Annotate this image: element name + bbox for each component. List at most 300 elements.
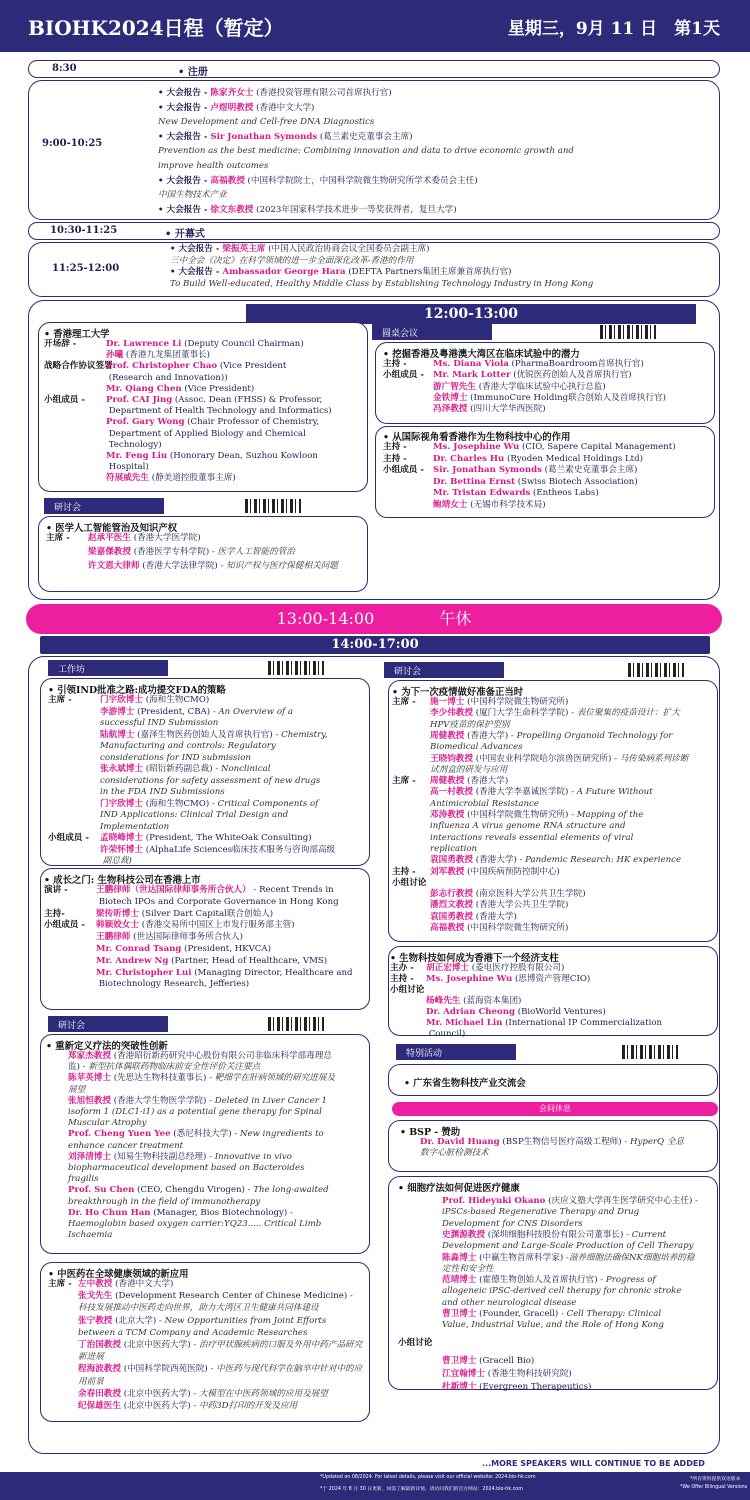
talk-title: and other neurological disease [442, 1297, 577, 1308]
session-time: 8:30 [52, 63, 77, 74]
schedule-line [392, 708, 680, 719]
talk-title: - New ingredients to [231, 1129, 324, 1140]
schedule-line [44, 429, 306, 440]
speaker-affiliation: (知易生物科技副总经理) [110, 1151, 207, 1162]
schedule-line [68, 1129, 324, 1140]
speaker-name: 胡正宏博士 [426, 963, 469, 973]
speaker-affiliation: (Swiss Biotech Association) [515, 476, 638, 487]
speaker-name: Ambassador George Hara [222, 267, 346, 277]
talk-title: 定性和安全性 [442, 1263, 494, 1274]
schedule-line [68, 1118, 147, 1129]
speaker-name: Dr. Ho Chun Han [68, 1207, 151, 1218]
speaker-role: 主席 - [48, 1279, 72, 1289]
speaker-affiliation: (先思达生物科技董事长) [110, 1073, 207, 1084]
talk-title: - 表位聚集的疫苗设计：扩大 [568, 708, 680, 719]
session-label: • 注册 [178, 67, 208, 78]
speaker-name: 鲍靖女士 [433, 500, 468, 510]
schedule-line [46, 547, 295, 558]
talk-title: - 医学人工智能的管治 [209, 547, 295, 557]
talk-title: Muscular Atrophy [68, 1118, 147, 1129]
tag-seminar: 研讨会 [44, 498, 164, 514]
speaker-name: Prof. Cheng Yuen Yee [68, 1129, 171, 1140]
speaker-affiliation: (葛兰素史克董事会主席) [541, 465, 638, 476]
schedule-line [383, 359, 644, 370]
schedule-line [442, 1219, 583, 1230]
talk-title: replication [430, 843, 478, 854]
talk-title: 数字心脏检测技术 [420, 1148, 489, 1158]
talk-title: isoform 1 (DLC1-i1) as a potential gene therapy for Spinal [68, 1107, 322, 1117]
schedule-line [392, 889, 586, 900]
schedule-line [392, 923, 568, 934]
talk-title: - Pandemic Research: HK experience [516, 855, 682, 866]
speaker-affiliation: (香港大学法律学院) [139, 561, 218, 571]
speaker-affiliation: (中国科学院院士，中国科学院微生物研究所学术委员会主任) [244, 175, 478, 186]
schedule-line [68, 1141, 183, 1152]
keynote-label: • 大会报告 - [158, 131, 211, 142]
talk-title: interactions reveals essential elements of viral [430, 832, 634, 843]
schedule-line [158, 146, 574, 157]
speaker-role: 演讲 - [44, 885, 68, 895]
session-registration [28, 60, 720, 78]
speaker-affiliation: (中国人民政治协商会议全国委员会副主席) [265, 244, 430, 254]
schedule-line [44, 956, 327, 967]
schedule-line [68, 1073, 335, 1084]
schedule-line [48, 707, 293, 718]
speaker-affiliation: (香港投资管理有限公司首席执行官) [253, 88, 392, 98]
schedule-line [392, 765, 507, 776]
speaker-affiliation: (香港大学临床试验中心执行总监) [475, 381, 606, 392]
speaker-name: 高福教授 [210, 175, 245, 186]
speaker-affiliation: (香港大学) [464, 730, 509, 741]
talk-title: iPSCs-based Regenerative Therapy and Drug [442, 1207, 640, 1218]
speaker-affiliation: (北京中医药大学) [120, 1340, 191, 1350]
talk-title: - An Overview of a [210, 706, 294, 717]
schedule-line [68, 1085, 85, 1096]
speaker-role: 小组讨论 [392, 877, 427, 888]
schedule-line [48, 1377, 104, 1388]
talk-title: 试剂盒的研发与应用 [430, 764, 508, 775]
speaker-name: Mr. Christopher Lui [96, 967, 192, 978]
panel-title: • 从国际视角看香港作为生物科技中心的作用 [383, 432, 571, 443]
schedule-line [383, 465, 637, 476]
panel-title: • 医学人工智能管治及知识产权 [46, 523, 178, 534]
schedule-line [48, 764, 270, 775]
schedule-line [158, 190, 227, 201]
talk-title: Antimicrobial Resistance [430, 798, 539, 809]
guangdong-title: • 广东省生物科技产业交流会 [404, 1078, 526, 1089]
schedule-line [68, 1174, 99, 1185]
schedule-line [68, 1219, 321, 1230]
speaker-role: 主持 - [383, 453, 407, 464]
schedule-line [442, 1298, 576, 1309]
schedule-line [392, 787, 653, 798]
speaker-affiliation: (Vice President) [181, 383, 255, 394]
schedule-line [44, 417, 319, 428]
speaker-name: 韩颖姣女士 [96, 920, 139, 931]
schedule-line [392, 697, 568, 708]
speaker-affiliation: (厦门大学生命科学学院) [472, 708, 569, 719]
schedule-line [390, 985, 426, 996]
speaker-name: Prof. CAI Jing [106, 395, 173, 405]
speaker-affiliation: (香港大学) [464, 776, 509, 787]
talk-title: enhance cancer treatment [68, 1140, 184, 1151]
talk-title: - 大模型在中医药领域的应用及展望 [190, 1388, 328, 1399]
speaker-affiliation: (DEFTA Partners集团主席兼首席执行官) [345, 267, 512, 277]
schedule-line [68, 1107, 322, 1118]
speaker-name: 许文恩大律师 [88, 561, 140, 571]
speaker-name: 左中教授 [78, 1279, 113, 1289]
speaker-affiliation: (中国农业科学院哈尔滨兽医研究所) [472, 753, 612, 764]
speaker-name: 丁治国教授 [78, 1340, 121, 1350]
speaker-role: 主席 - [46, 533, 70, 543]
talk-title: Biomedical Advances [430, 742, 523, 753]
talk-title: - [287, 1207, 293, 1218]
schedule-line [392, 900, 568, 911]
speaker-role: 小组成员 - [44, 395, 85, 405]
speaker-role: 主席 - [392, 697, 416, 707]
speaker-affiliation: (中国科学院微生物研究所) [464, 697, 569, 707]
footer-bar [0, 1472, 750, 1500]
schedule-line [383, 477, 638, 488]
speaker-role: 主持- [44, 908, 65, 919]
speaker-name: 王晓钧教授 [430, 753, 473, 764]
speaker-affiliation: (南京医科大学公共卫生学院) [472, 889, 586, 900]
speaker-affiliation: (四川大学华西医院) [467, 404, 546, 415]
talk-title: - The long-awaited [244, 1185, 329, 1196]
talk-title: allogeneic iPSC-derived cell therapy for chronic stroke [442, 1286, 682, 1297]
speaker-role: 小组成员 - [383, 370, 424, 381]
speaker-name: 周健教授 [430, 730, 465, 741]
speaker-affiliation: (世达国际律师事务所合伙人) [130, 932, 243, 943]
schedule-line [170, 244, 430, 255]
speaker-name: 杨峰先生 [426, 996, 461, 1006]
schedule-line [48, 1279, 173, 1290]
speaker-name: Ms. Josephine Wu [433, 442, 520, 452]
schedule-line [392, 720, 510, 731]
schedule-line [383, 370, 632, 381]
speaker-affiliation: (CIO, Sapere Capital Management) [519, 442, 676, 452]
speaker-affiliation: (PharmaBoardroom首席执行官) [508, 359, 644, 369]
speaker-name: 江宜翰博士 [442, 1368, 485, 1379]
keynote-label: • 大会报告 - [158, 175, 211, 186]
speaker-name: 梁传昕博士 [96, 908, 139, 919]
speaker-affiliation: (菱电医疗控股有限公司) [468, 963, 565, 973]
schedule-line [392, 799, 539, 810]
schedule-line [44, 932, 243, 943]
speaker-affiliation: (AlphaLife Sciences临床技术服务与咨询部高级 [142, 844, 336, 855]
speaker-affiliation: Biotech IPOs and Corporate Governance in Hong Kong [96, 896, 339, 907]
talk-title: 展望 [68, 1084, 86, 1095]
schedule-line [46, 533, 201, 544]
speaker-name: Prof. Christopher Chao [106, 361, 218, 372]
speaker-name: 刘军教授 [430, 866, 465, 877]
talk-title: - [347, 1291, 353, 1302]
speaker-affiliation: (Vice President [217, 361, 287, 372]
talk-title: - Innovative in vivo [206, 1151, 292, 1162]
schedule-line [383, 382, 606, 393]
speaker-name: Mr. Feng Liu [106, 451, 168, 461]
speaker-name: 金铁博士 [433, 392, 468, 403]
speaker-name: 曹卫博士 [442, 1355, 477, 1366]
talk-title: - 靶细学在肝病领域的研究进展及 [206, 1073, 336, 1084]
speaker-affiliation: (Evergreen Therapeutics) [476, 1381, 592, 1392]
schedule-line [48, 810, 288, 821]
speaker-affiliation: (President, CBA) [134, 706, 211, 717]
schedule-line [383, 404, 546, 415]
speaker-affiliation: (CEO, Chengdu Virogen) [134, 1185, 245, 1196]
schedule-line [442, 1369, 572, 1380]
talk-title: 三中全会《决定》在科学领域的进一步全面深化改革-香港的作用 [170, 255, 414, 266]
speaker-name: 游广智先生 [433, 381, 476, 392]
speaker-name: 范靖博士 [442, 1275, 477, 1286]
talk-title: - 治疗甲状腺疾病的口服及外用中药产品研究 [190, 1340, 363, 1350]
schedule-line [44, 897, 339, 908]
session-label: • 开幕式 [165, 229, 205, 240]
speaker-name: 张永斌博士 [100, 764, 143, 774]
schedule-line [170, 279, 593, 290]
speaker-affiliation: (Founder, Gracell) [476, 1309, 559, 1319]
talk-title: 副总裁) [100, 856, 132, 866]
schedule-line [48, 695, 209, 706]
speaker-name: Dr. Lawrence Li [106, 339, 182, 349]
speaker-affiliation: (霍德生物创始人及首席执行官) [476, 1275, 598, 1286]
speaker-affiliation: (香港交易所中国区上市发行服务部主管) [138, 920, 295, 931]
speaker-affiliation: (Honorary Dean, Suzhou Kowloon [167, 451, 318, 461]
talk-title: influenza A virus genome RNA structure and [430, 821, 626, 832]
schedule-line [392, 731, 672, 742]
speaker-name: 徐文东教授 [210, 204, 254, 215]
session-opening [28, 222, 720, 240]
speaker-role: 小组成员 - [383, 465, 424, 476]
schedule-line [44, 462, 149, 473]
talk-title: in the FDA IND Submissions [100, 787, 225, 797]
talk-title: Ischaemia [68, 1230, 113, 1241]
talk-title: -滋养细胞法确保NK细胞培养的稳 [563, 1252, 695, 1263]
speaker-affiliation: Council) [426, 1029, 466, 1039]
speaker-affiliation: (Deputy Council Chairman) [181, 339, 304, 349]
schedule-line [158, 103, 314, 114]
schedule-line [48, 799, 318, 810]
schedule-line [44, 909, 273, 920]
schedule-line [390, 974, 590, 985]
speaker-role: 主席 - [392, 776, 416, 787]
schedule-line [68, 1197, 260, 1208]
lunch-label: 午休 [439, 609, 472, 628]
speaker-name: 张旭恒教授 [68, 1095, 111, 1106]
speaker-affiliation: (Chair Professor of Chemistry, [184, 417, 320, 428]
talk-title: 科技发展推动中医药走向世界，助力大湾区卫生健康共同体建设 [78, 1303, 319, 1314]
schedule-line [392, 810, 643, 821]
header-bar [0, 0, 750, 52]
speaker-affiliation: (昭衍新药副总裁) [142, 764, 213, 774]
speaker-name: 张戈先生 [78, 1291, 113, 1302]
schedule-line [158, 88, 392, 99]
speaker-name: 李游博士 [100, 706, 135, 717]
schedule-line [48, 1303, 319, 1314]
schedule-line [383, 454, 643, 465]
speaker-affiliation: (中国科学院西苑医院) [120, 1364, 208, 1375]
schedule-line [46, 561, 338, 572]
speaker-affiliation: (北京中医药大学) [120, 1388, 191, 1399]
talk-title: To Build Well-educated, Healthy Middle Class by Establishing Technology Industry in Hong Kong [170, 278, 594, 289]
talk-title: - 马传染病系列诊断 [611, 753, 689, 764]
speaker-name: 袁国勇教授 [430, 855, 473, 866]
schedule-line [68, 1230, 112, 1241]
speaker-name: Ms. Diana Viola [433, 359, 509, 369]
panel-title: • 为下一次疫情做好准备正当时 [392, 687, 524, 698]
schedule-line [44, 440, 162, 451]
schedule-line [44, 451, 318, 462]
schedule-line [158, 205, 457, 216]
schedule-line [383, 500, 546, 511]
speaker-name: 梁振英主席 [222, 244, 266, 254]
speaker-name: 王鹏律师 [96, 932, 131, 943]
speaker-name: 卢煜明教授 [210, 102, 254, 113]
speaker-affiliation: Technology) [106, 439, 162, 450]
speaker-affiliation: (Partner, Head of Healthcare, VMS) [168, 955, 328, 966]
speaker-name: 冯泽教授 [433, 404, 468, 415]
speaker-affiliation: (Entheos Labs) [530, 488, 599, 499]
speaker-affiliation: 监) [68, 1062, 80, 1073]
talk-title: Prevention as the best medicine: Combining innovation and data to drive economic growth and [158, 146, 574, 157]
speaker-affiliation: (Development Research Center of Chinese Medicine) [112, 1291, 348, 1302]
talk-title: - 知识产权与医疗保健相关问题 [217, 561, 338, 571]
schedule-line [400, 1148, 489, 1159]
speaker-role: 小组成员 - [48, 833, 89, 843]
schedule-line [68, 1096, 327, 1107]
talk-title: New Development and Cell-free DNA Diagnostics [158, 117, 375, 128]
talk-title: 用前景 [78, 1376, 104, 1387]
schedule-line [392, 855, 681, 866]
speaker-role: 小组讨论 [390, 985, 425, 995]
schedule-line [390, 1007, 606, 1018]
speaker-affiliation: (Research and Innovation)) [106, 372, 228, 383]
schedule-line [48, 1401, 297, 1412]
speaker-name: 高福教授 [430, 923, 465, 933]
speaker-affiliation: Hospital) [106, 462, 149, 473]
lunch-banner [26, 604, 722, 634]
speaker-affiliation: (香港大学) [472, 855, 517, 866]
schedule-line [392, 867, 560, 878]
schedule-line [48, 1352, 104, 1363]
schedule-line [392, 844, 477, 855]
talk-title: fragilis [68, 1174, 99, 1185]
speaker-affiliation: (香港昭衍新药研究中心股份有限公司非临床科学部毒理总 [110, 1051, 332, 1061]
talk-title: - Cell Therapy: Clinical [558, 1309, 662, 1319]
speaker-affiliation: (香港大学公共卫生学院) [472, 900, 569, 911]
talk-title: - Progress of [597, 1275, 656, 1286]
schedule-line [158, 132, 413, 143]
speaker-name: 杜新博士 [442, 1381, 477, 1392]
speaker-name: Ms. Josephine Wu [426, 974, 513, 984]
panel-title: • 细胞疗法如何促进医疗健康 [398, 1183, 520, 1194]
schedule-line [442, 1320, 664, 1331]
talk-title: Development and Large-Scale Production of Cell Therapy [442, 1241, 694, 1252]
schedule-line [442, 1241, 693, 1252]
lunch-time: 13:00-14:00 [276, 609, 375, 628]
keynote-label: • 大会报告 - [158, 204, 211, 215]
speaker-role: 小组成员 - [44, 920, 85, 931]
schedule-line [383, 393, 666, 404]
schedule-line [442, 1207, 639, 1218]
time-banner-1400: 14:00-17:00 [40, 636, 710, 654]
speaker-affiliation: (北京中医药大学) [120, 1401, 191, 1411]
speaker-affiliation: (International IP Commercialization [502, 1018, 663, 1028]
qr-code-icon [268, 661, 324, 675]
talk-title: considerations for IND submission [100, 752, 251, 763]
schedule-line [390, 996, 521, 1007]
speaker-affiliation: (President, HKVCA) [181, 944, 271, 954]
panel-title: • 引领IND批准之路:成功提交FDA的策略 [48, 685, 226, 696]
talk-title: Manufacturing and controls: Regulatory [100, 741, 276, 751]
speaker-role: 主席 - [48, 695, 72, 705]
speaker-name: 符展威先生 [106, 473, 149, 484]
speaker-name: Dr. Adrian Cheong [426, 1007, 515, 1017]
schedule-line [390, 963, 564, 974]
speaker-affiliation: (优锐医药创始人及首席执行官) [510, 370, 632, 381]
speaker-affiliation: (ImmunoCure Holding联合创始人及首席执行官) [467, 392, 667, 403]
speaker-name: 袁国勇教授 [430, 911, 473, 922]
speaker-name: Mr. Mark Lotter [433, 370, 511, 381]
talk-title: - Mapping of the [568, 810, 644, 820]
speaker-name: Mr. Andrew Ng [96, 955, 169, 966]
panel-title: • 生物科技如何成为香港下一个经济支柱 [390, 953, 559, 964]
speaker-name: 梁嘉傑教授 [88, 547, 131, 557]
talk-title: 中国生物技术产业 [158, 190, 227, 201]
schedule-line [68, 1062, 260, 1073]
schedule-line [398, 1338, 432, 1349]
talk-title: Development for CNS Disorders [442, 1218, 583, 1229]
schedule-line [392, 821, 625, 832]
schedule-line [48, 1316, 326, 1327]
tag-seminar: 研讨会 [384, 662, 504, 678]
talk-title: 新进展 [78, 1352, 104, 1363]
session-time: 9:00-10:25 [42, 138, 103, 149]
speaker-affiliation: (香港大学) [472, 911, 517, 922]
speaker-name: 陈苹英博士 [68, 1073, 111, 1084]
speaker-affiliation: (嘉泽生物医药创始人及首席执行官) [134, 729, 273, 740]
talk-title: - Chemistry, [272, 729, 328, 740]
schedule-line [442, 1275, 656, 1286]
speaker-affiliation: (Gracell Bio) [476, 1355, 535, 1366]
speaker-name: Mr. Qiang Chen [106, 383, 182, 394]
talk-title: breakthrough in the field of immunotherapy [68, 1196, 261, 1207]
schedule-line [383, 442, 676, 453]
schedule-line [158, 176, 478, 187]
schedule-line [392, 878, 430, 889]
speaker-role: 开场辞 - [44, 339, 77, 349]
talk-title: improve health outcomes [158, 161, 269, 171]
schedule-line [44, 968, 353, 979]
schedule-line [170, 267, 512, 278]
speaker-name: Mr. Conrad Tsang [96, 944, 182, 954]
schedule-line [44, 979, 249, 990]
schedule-line [392, 754, 688, 765]
talk-title: HPV疫苗的保护型别 [430, 719, 510, 730]
schedule-line [68, 1208, 293, 1219]
speaker-role: 主持 - [383, 359, 407, 369]
panel-title: • 重新定义疗法的突破性创新 [46, 1041, 168, 1052]
schedule-line [442, 1253, 694, 1264]
schedule-line [48, 787, 225, 798]
speaker-affiliation: (香港大学生物医学学院) [110, 1095, 207, 1106]
qr-code-icon [245, 499, 301, 513]
schedule-line [48, 1364, 362, 1375]
schedule-line [44, 920, 295, 931]
speaker-name: 纪保雄医生 [78, 1401, 121, 1411]
talk-title: successful IND Submission [100, 718, 219, 728]
schedule-line [48, 730, 328, 741]
